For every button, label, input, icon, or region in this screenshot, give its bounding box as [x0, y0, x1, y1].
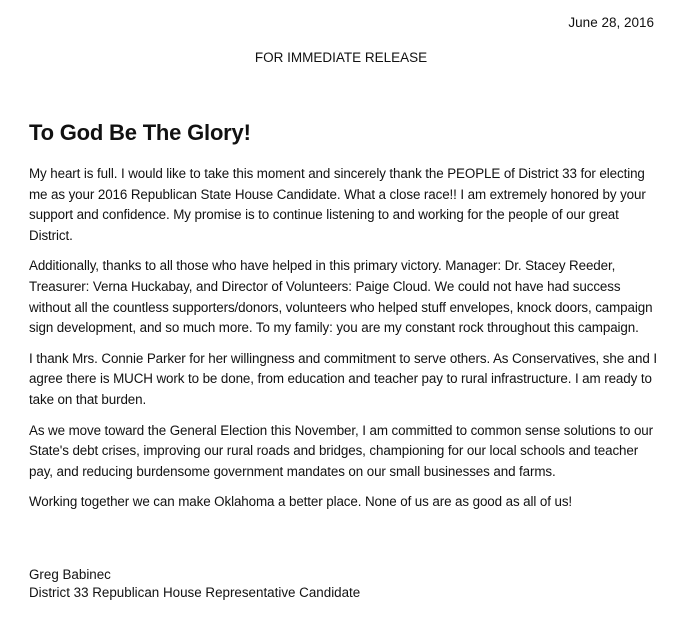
release-date: June 28, 2016: [568, 15, 654, 30]
paragraph-5: Working together we can make Oklahoma a better place. None of us are as good as all of us!: [29, 494, 573, 510]
signature-name: Greg Babinec: [29, 567, 111, 582]
headline: To God Be The Glory!: [29, 120, 251, 145]
paragraph-1: My heart is full. I would like to take this moment and sincerely thank the PEOPLE of District 33 for electing me as your 2016 Republican State House Candidate. What a close race!! I am extremely honored by your support and confidence. My promise is to continue listening to and working for the people of our great District.: [29, 166, 646, 243]
signature-title: District 33 Republican House Representative Candidate: [29, 585, 361, 600]
body-text: [29, 164, 657, 523]
signature-block: [29, 566, 360, 602]
paragraph-2: Additionally, thanks to all those who have helped in this primary victory. Manager: Dr. Stacey Reeder, Treasurer: Verna Huckabay, and Director of Volunteers: Paige Cloud. We could not have had success without all the countless supporters/donors, volunteers who helped stuff envelopes, knock doors, campaign sign development, and so much more. To my family: you are my constant rock throughout this campaign.: [29, 258, 653, 336]
paragraph-4: As we move toward the General Election this November, I am committed to common sense solutions to our State's debt crises, improving our rural roads and bridges, championing for our local schools and teacher pay, and reducing burdensome government mandates on our small businesses and farms.: [29, 422, 654, 479]
paragraph-3: I thank Mrs. Connie Parker for her willingness and commitment to serve others. As Conservatives, she and I agree there is MUCH work to be done, from education and teacher pay to rural infrastructure. I am ready to take on that burden.: [29, 350, 657, 407]
release-label: FOR IMMEDIATE RELEASE: [254, 50, 428, 65]
